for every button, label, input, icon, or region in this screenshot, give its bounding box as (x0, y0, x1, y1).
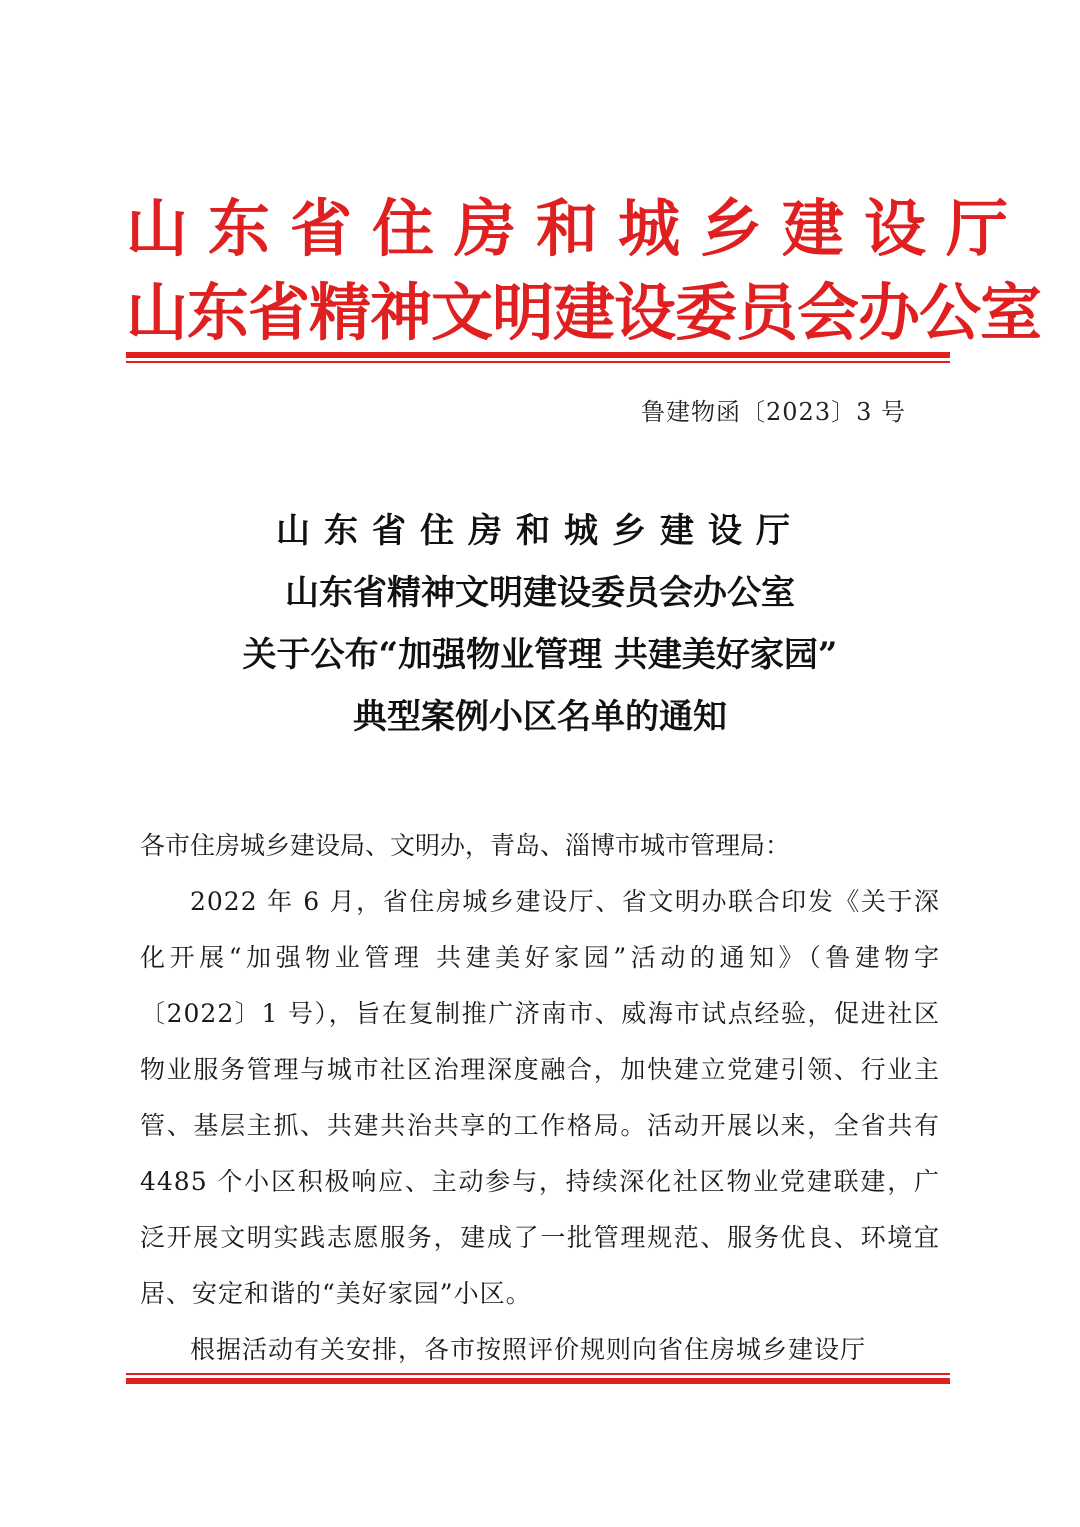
title-line-3: 关于公布“加强物业管理 共建美好家园” (242, 635, 838, 675)
document-number: 鲁建物函〔2023〕3 号 (641, 398, 906, 426)
body-paragraph-2: 根据活动有关安排，各市按照评价规则向省住房城乡建设厅 (190, 1335, 867, 1364)
salutation: 各市住房城乡建设局、文明办，青岛、淄博市城市管理局： (140, 831, 791, 860)
title-line-2: 山东省精神文明建设委员会办公室 (285, 573, 795, 613)
issuer-civilization-office: 山东省精神文明建设委员会办公室 (126, 276, 1042, 349)
red-header-rule (126, 352, 950, 363)
document-body (140, 818, 940, 1378)
title-line-4: 典型案例小区名单的通知 (353, 697, 727, 737)
body-paragraph-1: 2022 年 6 月，省住房城乡建设厅、省文明办联合印发《关于深化开展“加强物业管理 共建美好家园”活动的通知》（鲁建物字〔2022〕1 号），旨在复制推广济南市、威海市试点经验，促进社区物业服务管理与城市社区治理深度融合，加快建立党建引领、行业主管、基层主抓、共建共治共享的工作格局。活动开展以来，全省共有 4485 个小区积极响应、主动参与，持续深化社区物业党建联建，广泛开展文明实践志愿服务，建成了一批管理规范、服务优良、环境宜居、安定和谐的“美好家园”小区。 (140, 887, 940, 1308)
issuer-housing-department: 山东省住房和城乡建设厅 (126, 192, 1029, 265)
title-line-1: 山东省住房和城乡建设厅 (276, 511, 804, 551)
document-title (126, 500, 954, 748)
red-footer-rule (126, 1373, 950, 1384)
